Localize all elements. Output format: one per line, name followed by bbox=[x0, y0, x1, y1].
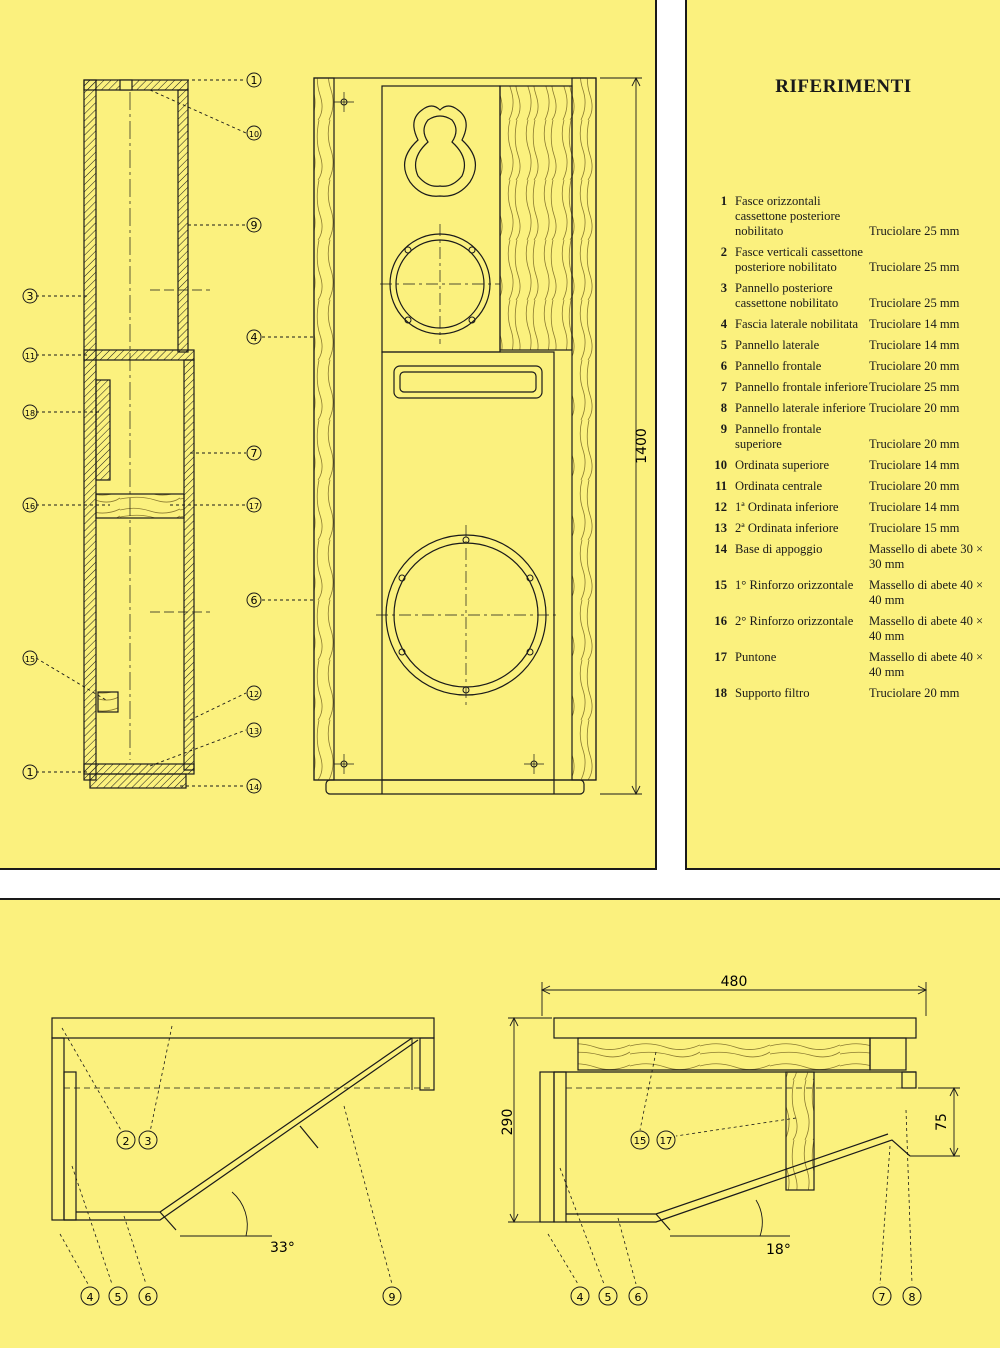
reference-description: Pannello laterale inferiore bbox=[735, 401, 866, 415]
reference-description: Base di appoggio bbox=[735, 542, 823, 556]
reference-row bbox=[705, 380, 995, 401]
reference-description: Pannello frontale bbox=[735, 359, 822, 373]
reference-number: 1 bbox=[720, 194, 727, 208]
section-left-leaders bbox=[60, 1026, 392, 1284]
reference-title: RIFERIMENTI bbox=[775, 76, 912, 97]
svg-text:13: 13 bbox=[248, 727, 260, 736]
side-section-view bbox=[84, 80, 210, 788]
reference-description: 2° Rinforzo orizzontale bbox=[735, 614, 854, 628]
reference-row bbox=[705, 359, 995, 380]
callout-1-bottom bbox=[23, 765, 37, 779]
svg-text:17: 17 bbox=[248, 502, 260, 511]
drawing-panel-elevations bbox=[0, 0, 657, 870]
svg-text:18: 18 bbox=[24, 409, 36, 418]
reference-description: Pannello frontale inferiore bbox=[735, 380, 868, 394]
callout-13 bbox=[247, 723, 261, 737]
reference-row bbox=[705, 686, 995, 707]
reference-row bbox=[705, 542, 995, 578]
reference-description: Fasce orizzontali cassettone posteriore nobilitato bbox=[735, 194, 841, 238]
reference-row bbox=[705, 650, 995, 686]
svg-text:15: 15 bbox=[24, 655, 36, 664]
callout-6 bbox=[139, 1287, 157, 1305]
callout-10 bbox=[247, 126, 261, 140]
svg-text:14: 14 bbox=[248, 783, 260, 792]
svg-text:9: 9 bbox=[250, 219, 258, 232]
reference-row bbox=[705, 401, 995, 422]
callout-3 bbox=[23, 289, 37, 303]
callout-5 bbox=[109, 1287, 127, 1305]
section-left-callouts bbox=[81, 1131, 401, 1305]
callout-8 bbox=[903, 1287, 921, 1305]
reference-number: 6 bbox=[720, 359, 727, 373]
section-drawings bbox=[0, 900, 1000, 1350]
reference-number: 4 bbox=[720, 317, 727, 331]
reference-material: Truciolare 14 mm bbox=[869, 317, 960, 331]
callout-16 bbox=[23, 498, 37, 512]
width-dimension-label: 480 bbox=[720, 974, 748, 990]
callout-4 bbox=[571, 1287, 589, 1305]
reference-description: Fascia laterale nobilitata bbox=[735, 317, 859, 331]
callout-12 bbox=[247, 686, 261, 700]
svg-text:3: 3 bbox=[144, 1135, 152, 1148]
callout-14 bbox=[247, 779, 261, 793]
reference-description: Supporto filtro bbox=[735, 686, 810, 700]
side-view-callouts bbox=[23, 73, 261, 793]
angle-33-label: 33° bbox=[270, 1240, 295, 1256]
svg-text:16: 16 bbox=[24, 502, 36, 511]
reference-number: 17 bbox=[714, 650, 727, 664]
reference-number: 10 bbox=[714, 458, 727, 472]
reference-number: 15 bbox=[714, 578, 727, 592]
section-right-callouts bbox=[571, 1131, 921, 1305]
callout-17 bbox=[657, 1131, 675, 1149]
reference-material: Truciolare 25 mm bbox=[869, 260, 960, 274]
reference-row bbox=[705, 521, 995, 542]
svg-text:5: 5 bbox=[114, 1291, 122, 1304]
reference-material: Truciolare 20 mm bbox=[869, 437, 960, 451]
reference-description: Pannello posteriore cassettone nobilitato bbox=[735, 281, 839, 310]
callout-5 bbox=[599, 1287, 617, 1305]
callout-2 bbox=[117, 1131, 135, 1149]
callout-9 bbox=[247, 218, 261, 232]
callout-15 bbox=[23, 651, 37, 665]
reference-description: 1ª Ordinata inferiore bbox=[735, 500, 839, 514]
svg-text:7: 7 bbox=[878, 1291, 886, 1304]
callout-18 bbox=[23, 405, 37, 419]
svg-text:9: 9 bbox=[388, 1291, 396, 1304]
reference-description: Pannello laterale bbox=[735, 338, 820, 352]
reference-number: 3 bbox=[720, 281, 727, 295]
svg-text:1: 1 bbox=[250, 74, 258, 87]
svg-text:7: 7 bbox=[250, 447, 258, 460]
callout-6 bbox=[247, 593, 261, 607]
reference-row bbox=[705, 422, 995, 458]
callout-1-top bbox=[247, 73, 261, 87]
svg-text:8: 8 bbox=[908, 1291, 916, 1304]
reference-row bbox=[705, 578, 995, 614]
reference-material: Massello di abete 30 × 30 mm bbox=[869, 542, 984, 571]
reference-row bbox=[705, 338, 995, 359]
reference-material: Truciolare 25 mm bbox=[869, 296, 960, 310]
callout-9 bbox=[383, 1287, 401, 1305]
reference-number: 12 bbox=[714, 500, 727, 514]
reference-number: 14 bbox=[714, 542, 727, 556]
callout-17 bbox=[247, 498, 261, 512]
svg-text:6: 6 bbox=[634, 1291, 642, 1304]
callout-7 bbox=[247, 446, 261, 460]
reference-material: Truciolare 20 mm bbox=[869, 479, 960, 493]
section-right bbox=[540, 1018, 916, 1236]
reference-row bbox=[705, 458, 995, 479]
elevation-drawing bbox=[0, 0, 655, 868]
callout-4 bbox=[81, 1287, 99, 1305]
svg-text:17: 17 bbox=[659, 1136, 673, 1147]
reference-material: Truciolare 14 mm bbox=[869, 458, 960, 472]
reference-description: Ordinata centrale bbox=[735, 479, 823, 493]
reference-row bbox=[705, 317, 995, 338]
svg-text:6: 6 bbox=[144, 1291, 152, 1304]
reference-material: Truciolare 14 mm bbox=[869, 338, 960, 352]
svg-text:4: 4 bbox=[250, 331, 258, 344]
svg-text:10: 10 bbox=[248, 130, 260, 139]
reference-number: 5 bbox=[720, 338, 727, 352]
reference-description: Puntone bbox=[735, 650, 777, 664]
reference-material: Truciolare 15 mm bbox=[869, 521, 960, 535]
svg-text:1: 1 bbox=[26, 766, 34, 779]
reference-description: Ordinata superiore bbox=[735, 458, 830, 472]
svg-text:2: 2 bbox=[122, 1135, 130, 1148]
callout-15 bbox=[631, 1131, 649, 1149]
callout-7 bbox=[873, 1287, 891, 1305]
svg-text:6: 6 bbox=[250, 594, 258, 607]
reference-number: 13 bbox=[714, 521, 727, 535]
reference-panel bbox=[685, 0, 1000, 870]
callout-6 bbox=[629, 1287, 647, 1305]
reference-material: Truciolare 14 mm bbox=[869, 500, 960, 514]
svg-text:11: 11 bbox=[24, 352, 36, 361]
callout-11 bbox=[23, 348, 37, 362]
svg-text:4: 4 bbox=[86, 1291, 94, 1304]
section-left bbox=[52, 1018, 434, 1236]
svg-text:15: 15 bbox=[633, 1136, 647, 1147]
side-view-leaders bbox=[36, 80, 246, 786]
reference-number: 11 bbox=[715, 479, 727, 493]
reference-description: Fasce verticali cassettone posteriore nobilitato bbox=[735, 245, 863, 274]
reference-description: 1° Rinforzo orizzontale bbox=[735, 578, 854, 592]
reference-number: 2 bbox=[720, 245, 727, 259]
reference-description: 2ª Ordinata inferiore bbox=[735, 521, 839, 535]
front-view bbox=[314, 78, 596, 794]
reference-number: 7 bbox=[720, 380, 727, 394]
svg-text:12: 12 bbox=[248, 690, 260, 699]
reference-material: Truciolare 25 mm bbox=[869, 224, 960, 238]
reference-row bbox=[705, 281, 995, 317]
depth-dimension-label: 290 bbox=[500, 1108, 516, 1136]
offset-dimension-label: 75 bbox=[934, 1113, 950, 1131]
reference-number: 9 bbox=[720, 422, 727, 436]
callout-3 bbox=[139, 1131, 157, 1149]
svg-text:3: 3 bbox=[26, 290, 34, 303]
reference-row bbox=[705, 614, 995, 650]
section-right-leaders bbox=[548, 1052, 912, 1284]
reference-material: Truciolare 20 mm bbox=[869, 401, 960, 415]
reference-row bbox=[705, 245, 995, 281]
reference-row bbox=[705, 194, 995, 245]
callout-4 bbox=[247, 330, 261, 344]
reference-description: Pannello frontale superiore bbox=[735, 422, 822, 451]
svg-text:5: 5 bbox=[604, 1291, 612, 1304]
reference-material: Truciolare 20 mm bbox=[869, 359, 960, 373]
reference-table bbox=[705, 194, 995, 707]
reference-material: Massello di abete 40 × 40 mm bbox=[869, 578, 984, 607]
reference-material: Truciolare 25 mm bbox=[869, 380, 960, 394]
svg-text:4: 4 bbox=[576, 1291, 584, 1304]
angle-18-label: 18° bbox=[766, 1242, 791, 1258]
reference-material: Massello di abete 40 × 40 mm bbox=[869, 650, 984, 679]
height-dimension-label: 1400 bbox=[634, 428, 650, 464]
drawing-panel-sections bbox=[0, 898, 1000, 1348]
reference-material: Massello di abete 40 × 40 mm bbox=[869, 614, 984, 643]
reference-row bbox=[705, 479, 995, 500]
reference-number: 18 bbox=[714, 686, 727, 700]
reference-row bbox=[705, 500, 995, 521]
reference-material: Truciolare 20 mm bbox=[869, 686, 960, 700]
reference-number: 8 bbox=[720, 401, 727, 415]
reference-number: 16 bbox=[714, 614, 727, 628]
